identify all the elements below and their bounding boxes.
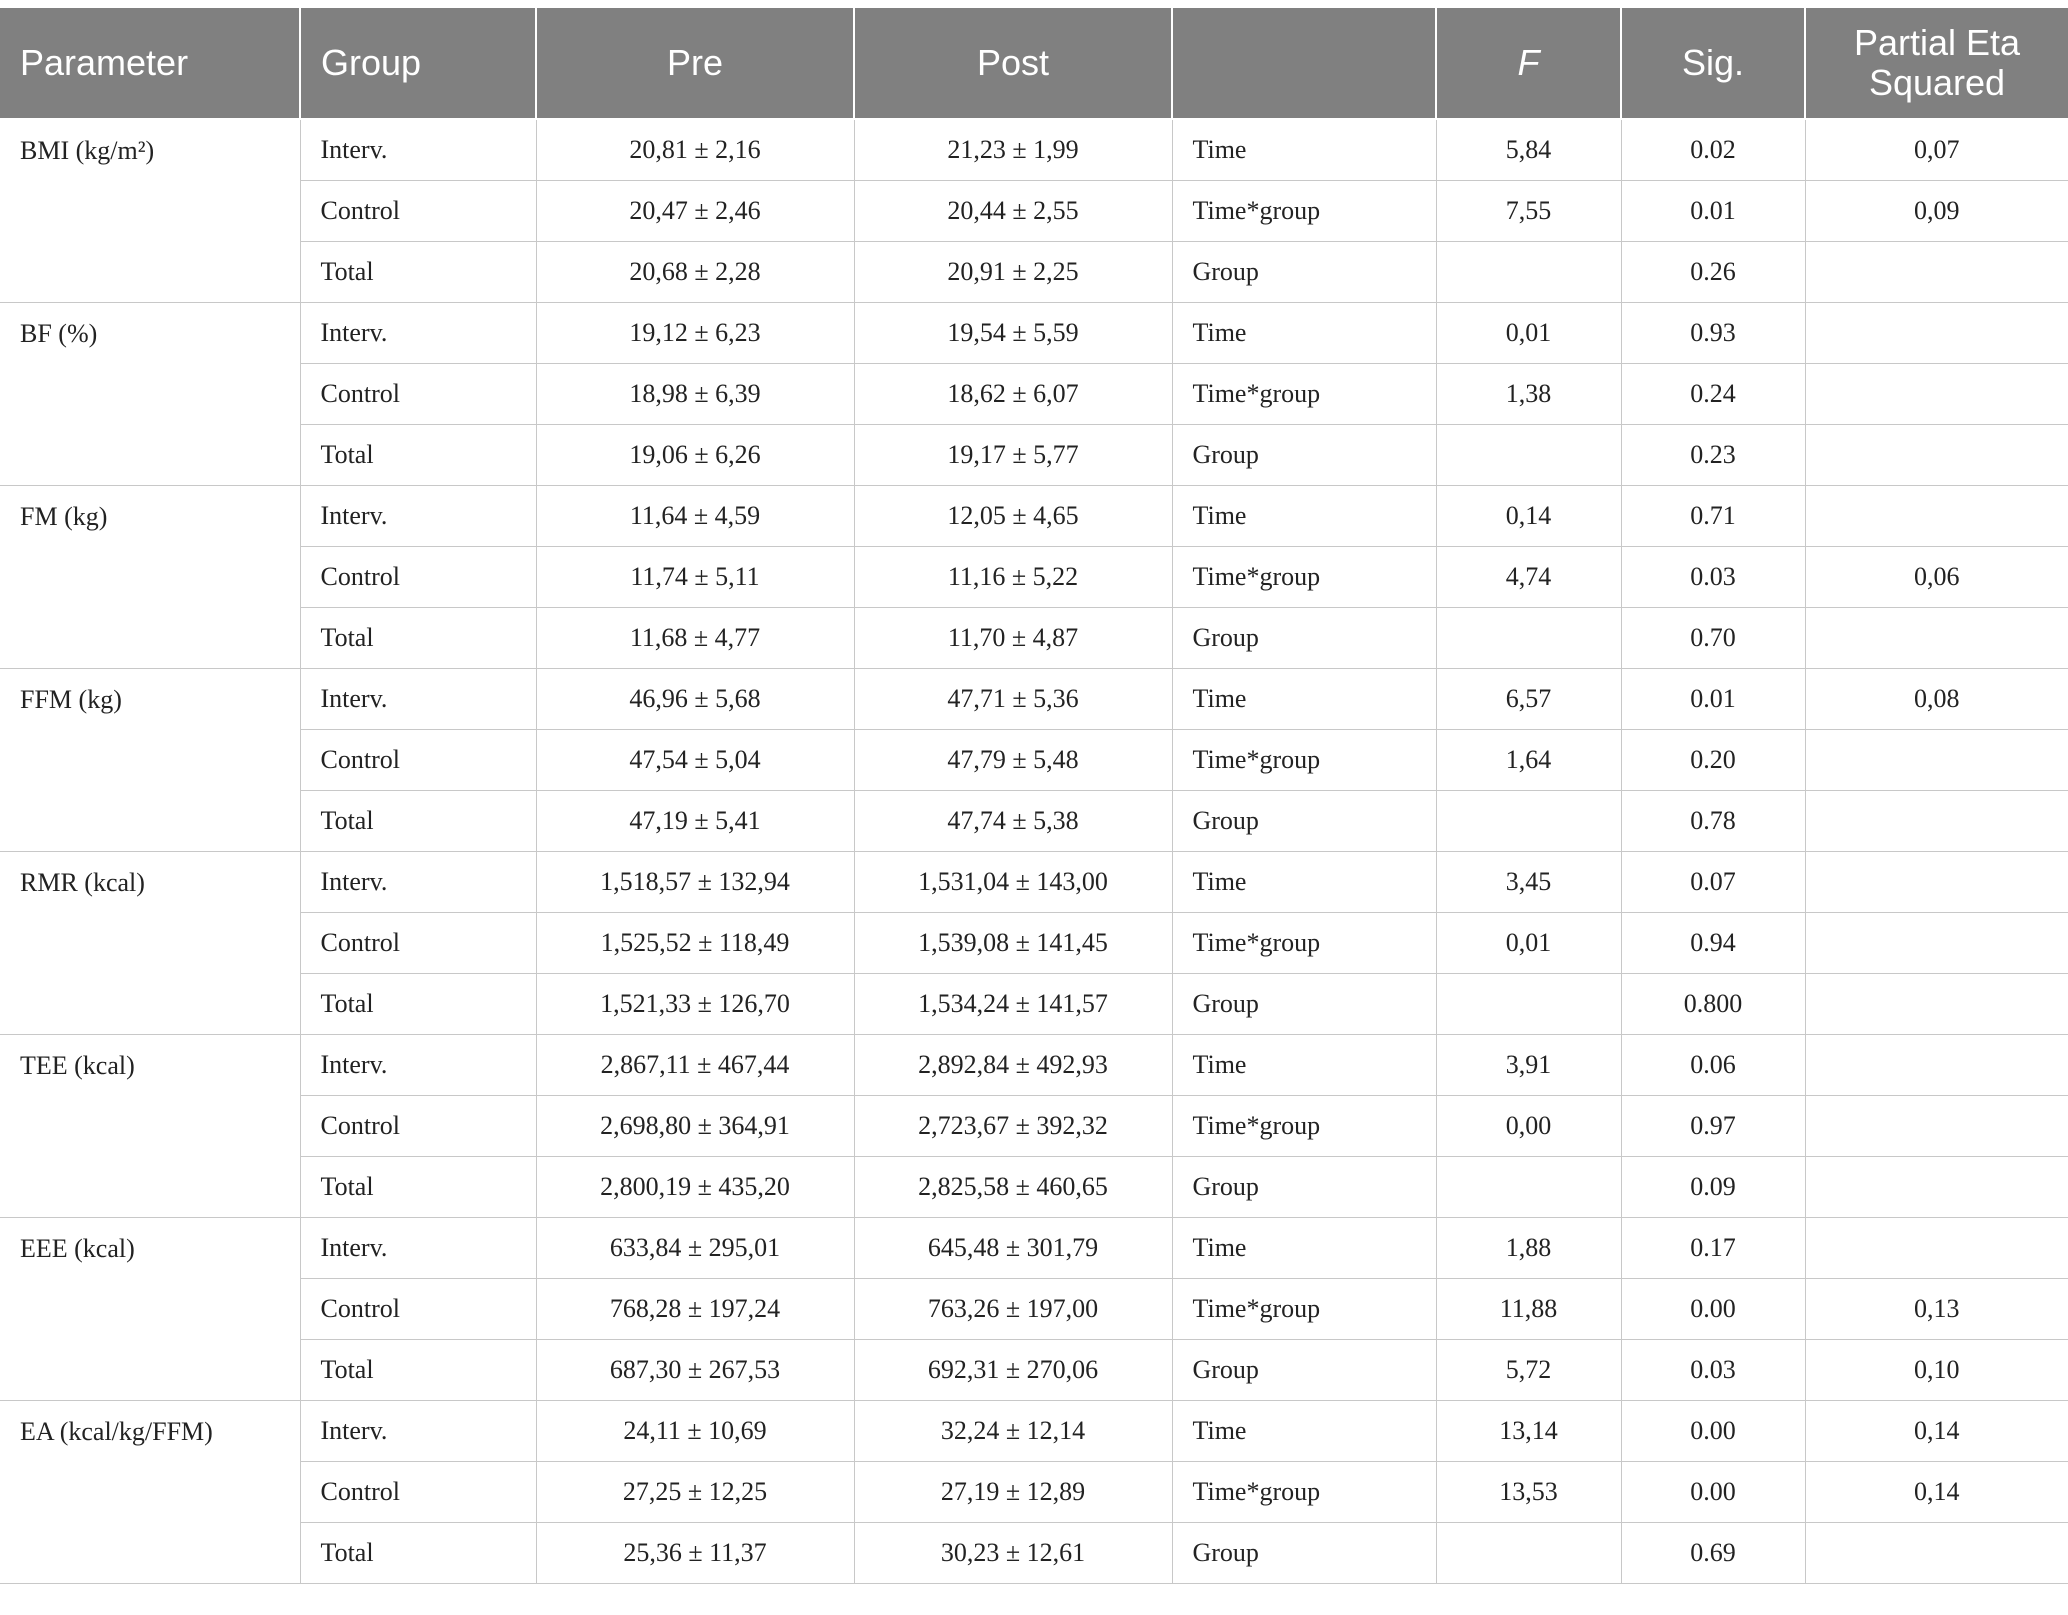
cell-sig: 0.94 xyxy=(1621,913,1805,974)
cell-effect: Time xyxy=(1172,1035,1436,1096)
cell-group: Interv. xyxy=(300,1218,536,1279)
cell-group: Control xyxy=(300,730,536,791)
cell-f: 5,84 xyxy=(1436,119,1621,181)
table-row xyxy=(0,364,2068,425)
cell-post: 1,531,04 ± 143,00 xyxy=(854,852,1172,913)
table-row xyxy=(0,1279,2068,1340)
cell-post: 21,23 ± 1,99 xyxy=(854,119,1172,181)
cell-sig: 0.01 xyxy=(1621,669,1805,730)
cell-pre: 46,96 ± 5,68 xyxy=(536,669,854,730)
cell-group: Interv. xyxy=(300,669,536,730)
cell-group: Control xyxy=(300,1462,536,1523)
cell-group: Interv. xyxy=(300,1401,536,1462)
cell-pre: 20,68 ± 2,28 xyxy=(536,242,854,303)
cell-sig: 0.70 xyxy=(1621,608,1805,669)
cell-f: 0,14 xyxy=(1436,486,1621,547)
cell-sig: 0.09 xyxy=(1621,1157,1805,1218)
cell-group: Control xyxy=(300,364,536,425)
table-row xyxy=(0,1340,2068,1401)
table-row xyxy=(0,1218,2068,1279)
header-effect xyxy=(1172,8,1436,119)
cell-effect: Time*group xyxy=(1172,1096,1436,1157)
cell-pre: 20,81 ± 2,16 xyxy=(536,119,854,181)
cell-sig: 0.01 xyxy=(1621,181,1805,242)
cell-group: Total xyxy=(300,608,536,669)
cell-post: 47,79 ± 5,48 xyxy=(854,730,1172,791)
table-row xyxy=(0,303,2068,364)
cell-post: 27,19 ± 12,89 xyxy=(854,1462,1172,1523)
cell-post: 32,24 ± 12,14 xyxy=(854,1401,1172,1462)
cell-sig: 0.17 xyxy=(1621,1218,1805,1279)
cell-effect: Group xyxy=(1172,242,1436,303)
cell-parameter: TEE (kcal) xyxy=(0,1035,300,1218)
cell-pre: 27,25 ± 12,25 xyxy=(536,1462,854,1523)
cell-effect: Time*group xyxy=(1172,547,1436,608)
cell-f: 0,01 xyxy=(1436,913,1621,974)
table-row xyxy=(0,1401,2068,1462)
cell-group: Total xyxy=(300,242,536,303)
cell-post: 1,539,08 ± 141,45 xyxy=(854,913,1172,974)
cell-pre: 18,98 ± 6,39 xyxy=(536,364,854,425)
cell-post: 2,825,58 ± 460,65 xyxy=(854,1157,1172,1218)
table-row xyxy=(0,242,2068,303)
cell-effect: Group xyxy=(1172,974,1436,1035)
cell-partial-eta: 0,08 xyxy=(1805,669,2068,730)
cell-pre: 1,525,52 ± 118,49 xyxy=(536,913,854,974)
cell-f: 3,91 xyxy=(1436,1035,1621,1096)
cell-partial-eta xyxy=(1805,1218,2068,1279)
cell-group: Total xyxy=(300,425,536,486)
cell-sig: 0.71 xyxy=(1621,486,1805,547)
cell-pre: 20,47 ± 2,46 xyxy=(536,181,854,242)
cell-pre: 19,12 ± 6,23 xyxy=(536,303,854,364)
cell-post: 20,44 ± 2,55 xyxy=(854,181,1172,242)
table-row xyxy=(0,913,2068,974)
cell-post: 2,892,84 ± 492,93 xyxy=(854,1035,1172,1096)
cell-parameter: FM (kg) xyxy=(0,486,300,669)
header-pre: Pre xyxy=(536,8,854,119)
cell-f: 3,45 xyxy=(1436,852,1621,913)
cell-post: 30,23 ± 12,61 xyxy=(854,1523,1172,1584)
cell-parameter: FFM (kg) xyxy=(0,669,300,852)
cell-parameter: BF (%) xyxy=(0,303,300,486)
cell-sig: 0.800 xyxy=(1621,974,1805,1035)
cell-effect: Time*group xyxy=(1172,1279,1436,1340)
cell-partial-eta xyxy=(1805,242,2068,303)
cell-f xyxy=(1436,974,1621,1035)
cell-partial-eta: 0,14 xyxy=(1805,1401,2068,1462)
cell-parameter: BMI (kg/m²) xyxy=(0,119,300,303)
cell-pre: 47,54 ± 5,04 xyxy=(536,730,854,791)
cell-group: Total xyxy=(300,974,536,1035)
cell-f: 13,53 xyxy=(1436,1462,1621,1523)
cell-group: Control xyxy=(300,547,536,608)
table-row xyxy=(0,608,2068,669)
cell-effect: Group xyxy=(1172,791,1436,852)
table-row xyxy=(0,1035,2068,1096)
cell-sig: 0.69 xyxy=(1621,1523,1805,1584)
cell-post: 20,91 ± 2,25 xyxy=(854,242,1172,303)
table-row xyxy=(0,425,2068,486)
cell-group: Interv. xyxy=(300,852,536,913)
cell-effect: Time xyxy=(1172,852,1436,913)
cell-effect: Time xyxy=(1172,119,1436,181)
table-row xyxy=(0,791,2068,852)
cell-partial-eta xyxy=(1805,425,2068,486)
table-container xyxy=(0,8,2068,1584)
cell-post: 19,17 ± 5,77 xyxy=(854,425,1172,486)
cell-f: 0,00 xyxy=(1436,1096,1621,1157)
table-row xyxy=(0,486,2068,547)
cell-partial-eta xyxy=(1805,974,2068,1035)
cell-f: 5,72 xyxy=(1436,1340,1621,1401)
cell-sig: 0.00 xyxy=(1621,1401,1805,1462)
cell-sig: 0.03 xyxy=(1621,1340,1805,1401)
table-row xyxy=(0,119,2068,181)
cell-pre: 25,36 ± 11,37 xyxy=(536,1523,854,1584)
cell-f xyxy=(1436,1523,1621,1584)
cell-f xyxy=(1436,425,1621,486)
cell-f xyxy=(1436,791,1621,852)
cell-f xyxy=(1436,242,1621,303)
cell-group: Interv. xyxy=(300,1035,536,1096)
cell-f: 6,57 xyxy=(1436,669,1621,730)
cell-sig: 0.97 xyxy=(1621,1096,1805,1157)
cell-sig: 0.07 xyxy=(1621,852,1805,913)
table-row xyxy=(0,547,2068,608)
cell-partial-eta xyxy=(1805,303,2068,364)
header-f: F xyxy=(1436,8,1621,119)
cell-post: 763,26 ± 197,00 xyxy=(854,1279,1172,1340)
cell-f: 7,55 xyxy=(1436,181,1621,242)
cell-effect: Time xyxy=(1172,303,1436,364)
table-row xyxy=(0,1096,2068,1157)
cell-post: 18,62 ± 6,07 xyxy=(854,364,1172,425)
cell-f: 1,64 xyxy=(1436,730,1621,791)
cell-post: 47,74 ± 5,38 xyxy=(854,791,1172,852)
cell-group: Total xyxy=(300,1340,536,1401)
cell-effect: Time*group xyxy=(1172,181,1436,242)
cell-partial-eta xyxy=(1805,730,2068,791)
cell-f xyxy=(1436,608,1621,669)
header-group: Group xyxy=(300,8,536,119)
cell-partial-eta xyxy=(1805,1096,2068,1157)
cell-effect: Time*group xyxy=(1172,730,1436,791)
cell-sig: 0.78 xyxy=(1621,791,1805,852)
cell-effect: Time xyxy=(1172,669,1436,730)
cell-f: 13,14 xyxy=(1436,1401,1621,1462)
cell-effect: Group xyxy=(1172,1340,1436,1401)
cell-effect: Time*group xyxy=(1172,364,1436,425)
cell-effect: Time xyxy=(1172,486,1436,547)
cell-group: Interv. xyxy=(300,119,536,181)
cell-effect: Time xyxy=(1172,1218,1436,1279)
cell-partial-eta xyxy=(1805,791,2068,852)
header-partial-eta-squared: Partial Eta Squared xyxy=(1805,8,2068,119)
cell-post: 19,54 ± 5,59 xyxy=(854,303,1172,364)
cell-effect: Group xyxy=(1172,425,1436,486)
cell-group: Total xyxy=(300,791,536,852)
table-row xyxy=(0,1157,2068,1218)
cell-sig: 0.26 xyxy=(1621,242,1805,303)
cell-f: 1,88 xyxy=(1436,1218,1621,1279)
cell-parameter: EEE (kcal) xyxy=(0,1218,300,1401)
cell-sig: 0.24 xyxy=(1621,364,1805,425)
cell-pre: 2,698,80 ± 364,91 xyxy=(536,1096,854,1157)
cell-pre: 2,800,19 ± 435,20 xyxy=(536,1157,854,1218)
cell-post: 12,05 ± 4,65 xyxy=(854,486,1172,547)
table-row xyxy=(0,974,2068,1035)
cell-partial-eta: 0,14 xyxy=(1805,1462,2068,1523)
cell-sig: 0.93 xyxy=(1621,303,1805,364)
cell-partial-eta xyxy=(1805,1523,2068,1584)
cell-post: 11,70 ± 4,87 xyxy=(854,608,1172,669)
cell-f: 11,88 xyxy=(1436,1279,1621,1340)
cell-sig: 0.06 xyxy=(1621,1035,1805,1096)
cell-partial-eta: 0,09 xyxy=(1805,181,2068,242)
cell-partial-eta xyxy=(1805,1157,2068,1218)
cell-parameter: EA (kcal/kg/FFM) xyxy=(0,1401,300,1584)
cell-partial-eta xyxy=(1805,364,2068,425)
cell-partial-eta xyxy=(1805,608,2068,669)
cell-post: 11,16 ± 5,22 xyxy=(854,547,1172,608)
cell-sig: 0.00 xyxy=(1621,1462,1805,1523)
cell-group: Interv. xyxy=(300,486,536,547)
cell-partial-eta: 0,07 xyxy=(1805,119,2068,181)
cell-sig: 0.00 xyxy=(1621,1279,1805,1340)
header-parameter: Parameter xyxy=(0,8,300,119)
cell-pre: 768,28 ± 197,24 xyxy=(536,1279,854,1340)
table-body xyxy=(0,119,2068,1584)
cell-sig: 0.20 xyxy=(1621,730,1805,791)
cell-post: 1,534,24 ± 141,57 xyxy=(854,974,1172,1035)
cell-partial-eta xyxy=(1805,486,2068,547)
cell-post: 692,31 ± 270,06 xyxy=(854,1340,1172,1401)
cell-pre: 24,11 ± 10,69 xyxy=(536,1401,854,1462)
table-row xyxy=(0,1523,2068,1584)
cell-f xyxy=(1436,1157,1621,1218)
cell-partial-eta xyxy=(1805,852,2068,913)
cell-group: Control xyxy=(300,913,536,974)
cell-effect: Group xyxy=(1172,1157,1436,1218)
cell-pre: 47,19 ± 5,41 xyxy=(536,791,854,852)
cell-pre: 2,867,11 ± 467,44 xyxy=(536,1035,854,1096)
table-row xyxy=(0,730,2068,791)
cell-partial-eta: 0,13 xyxy=(1805,1279,2068,1340)
cell-pre: 11,74 ± 5,11 xyxy=(536,547,854,608)
cell-parameter: RMR (kcal) xyxy=(0,852,300,1035)
cell-pre: 19,06 ± 6,26 xyxy=(536,425,854,486)
cell-pre: 1,518,57 ± 132,94 xyxy=(536,852,854,913)
cell-group: Total xyxy=(300,1523,536,1584)
cell-partial-eta xyxy=(1805,913,2068,974)
cell-partial-eta xyxy=(1805,1035,2068,1096)
header-row xyxy=(0,8,2068,119)
header-sig: Sig. xyxy=(1621,8,1805,119)
cell-effect: Group xyxy=(1172,1523,1436,1584)
cell-post: 47,71 ± 5,36 xyxy=(854,669,1172,730)
cell-group: Control xyxy=(300,1096,536,1157)
cell-post: 2,723,67 ± 392,32 xyxy=(854,1096,1172,1157)
cell-f: 1,38 xyxy=(1436,364,1621,425)
table-row xyxy=(0,181,2068,242)
header-post: Post xyxy=(854,8,1172,119)
cell-pre: 633,84 ± 295,01 xyxy=(536,1218,854,1279)
cell-group: Total xyxy=(300,1157,536,1218)
results-table xyxy=(0,8,2068,1584)
cell-group: Control xyxy=(300,181,536,242)
cell-effect: Group xyxy=(1172,608,1436,669)
table-row xyxy=(0,1462,2068,1523)
cell-partial-eta: 0,06 xyxy=(1805,547,2068,608)
table-row xyxy=(0,669,2068,730)
cell-effect: Time xyxy=(1172,1401,1436,1462)
cell-group: Interv. xyxy=(300,303,536,364)
cell-post: 645,48 ± 301,79 xyxy=(854,1218,1172,1279)
cell-pre: 11,68 ± 4,77 xyxy=(536,608,854,669)
cell-effect: Time*group xyxy=(1172,913,1436,974)
cell-partial-eta: 0,10 xyxy=(1805,1340,2068,1401)
cell-pre: 11,64 ± 4,59 xyxy=(536,486,854,547)
cell-pre: 1,521,33 ± 126,70 xyxy=(536,974,854,1035)
cell-group: Control xyxy=(300,1279,536,1340)
cell-f: 4,74 xyxy=(1436,547,1621,608)
cell-pre: 687,30 ± 267,53 xyxy=(536,1340,854,1401)
cell-sig: 0.23 xyxy=(1621,425,1805,486)
cell-sig: 0.02 xyxy=(1621,119,1805,181)
cell-sig: 0.03 xyxy=(1621,547,1805,608)
cell-effect: Time*group xyxy=(1172,1462,1436,1523)
cell-f: 0,01 xyxy=(1436,303,1621,364)
table-row xyxy=(0,852,2068,913)
